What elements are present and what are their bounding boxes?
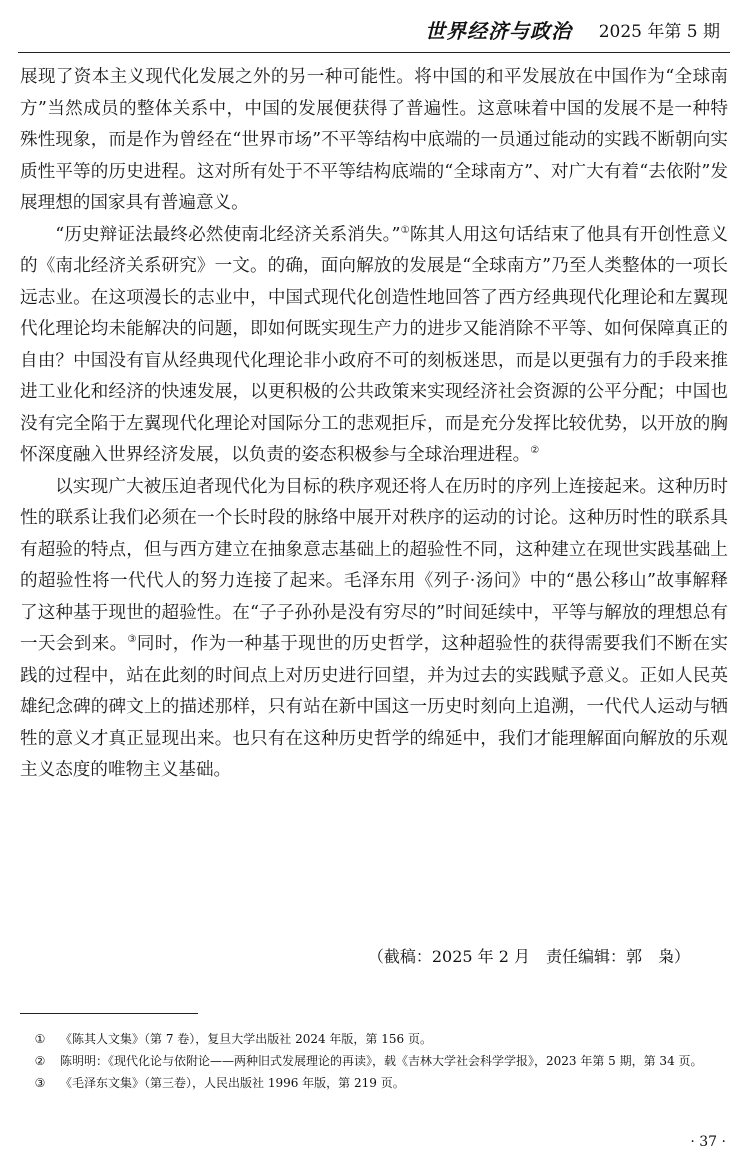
running-header (18, 0, 730, 53)
body-paragraph (20, 472, 728, 787)
paragraph-text: 同时，作为一种基于现世的历史哲学，这种超验性的获得需要我们不断在实践的过程中，站在此刻的时间点上对历史进行回望，并为过去的实践赋予意义。正如人民英雄纪念碑的碑文上的描述那样，只有站在新中国这一历史时刻向上追溯，一代代人运动与牺牲的意义才真正显现出来。也只有在这种历史哲学的绵延中，我们才能理解面向解放的乐观主义态度的唯物主义基础。 (20, 634, 728, 780)
footnote-ref[interactable]: ① (400, 224, 410, 236)
body-paragraph (20, 62, 728, 220)
footnote-mark: ③ (34, 1076, 46, 1090)
issue-label: 2025 年第 5 期 (598, 22, 720, 42)
paragraph-text: 陈其人用这句话结束了他具有开创性意义的《南北经济关系研究》一文。的确，面向解放的发展是“全球南方”乃至人类整体的一项长远志业。在这项漫长的志业中，中国式现代化创造性地回答了西方经典现代化理论和左翼现代化理论均未能解决的问题，即如何既实现生产力的进步又能消除不平等、如何保障真正的自由？中国没有盲从经典现代化理论非小政府不可的刻板迷思，而是以更强有力的手段来推进工业化和经济的快速发展，以更积极的公共政策来实现经济社会资源的公平分配；中国也没有完全陷于左翼现代化理论对国际分工的悲观拒斥，而是充分发挥比较优势，以开放的胸怀深度融入世界经济发展，以负责的姿态积极参与全球治理进程。 (20, 224, 728, 465)
footnote-mark: ② (34, 1054, 46, 1068)
footnote-mark: ① (34, 1032, 46, 1046)
editorial-byline: （截稿：2025 年 2 月 责任编辑：郭 枭） (367, 947, 690, 966)
paragraph-text: 展现了资本主义现代化发展之外的另一种可能性。将中国的和平发展放在中国作为“全球南方”当然成员的整体关系中，中国的发展便获得了普遍性。这意味着中国的发展不是一种特殊性现象，而是作为曾经在“世界市场”不平等结构中底端的一员通过能动的实践不断朝向实质性平等的历史进程。这对所有处于不平等结构底端的“全球南方”、对广大有着“去依附”发展理想的国家具有普遍意义。 (20, 67, 728, 213)
footnotes (20, 1028, 728, 1094)
footnote-item (20, 1028, 728, 1050)
footnote-text: 《毛泽东文集》（第三卷），人民出版社 1996 年版，第 219 页。 (60, 1076, 405, 1090)
footnote-ref[interactable]: ③ (127, 634, 137, 646)
footnote-item (20, 1072, 728, 1094)
body-paragraph (20, 220, 728, 472)
footnote-text: 《陈其人文集》（第 7 卷），复旦大学出版社 2024 年版，第 156 页。 (60, 1032, 432, 1046)
article-body (20, 62, 728, 787)
page-number: · 37 · (690, 1134, 726, 1150)
footnote-item (20, 1050, 728, 1072)
journal-title: 世界经济与政治 (425, 19, 572, 43)
footnote-ref[interactable]: ② (530, 445, 540, 457)
paragraph-text: “历史辩证法最终必然使南北经济关系消失。” (55, 224, 401, 245)
paragraph-text: 以实现广大被压迫者现代化为目标的秩序观还将人在历时的序列上连接起来。这种历时性的联系让我们必须在一个长时段的脉络中展开对秩序的运动的讨论。这种历时性的联系具有超验的特点，但与西方建立在抽象意志基础上的超验性不同，这种建立在现世实践基础上的超验性将一代代人的努力连接了起来。毛泽东用《列子·汤问》中的“愚公移山”故事解释了这种基于现世的超验性。在“子子孙孙是没有穷尽的”时间延续中，平等与解放的理想总有一天会到来。 (20, 476, 728, 654)
footnote-text: 陈明明：《现代化论与依附论——两种旧式发展理论的再读》，载《吉林大学社会科学学报》，2023 年第 5 期，第 34 页。 (60, 1054, 703, 1068)
footnote-divider (20, 1013, 198, 1014)
